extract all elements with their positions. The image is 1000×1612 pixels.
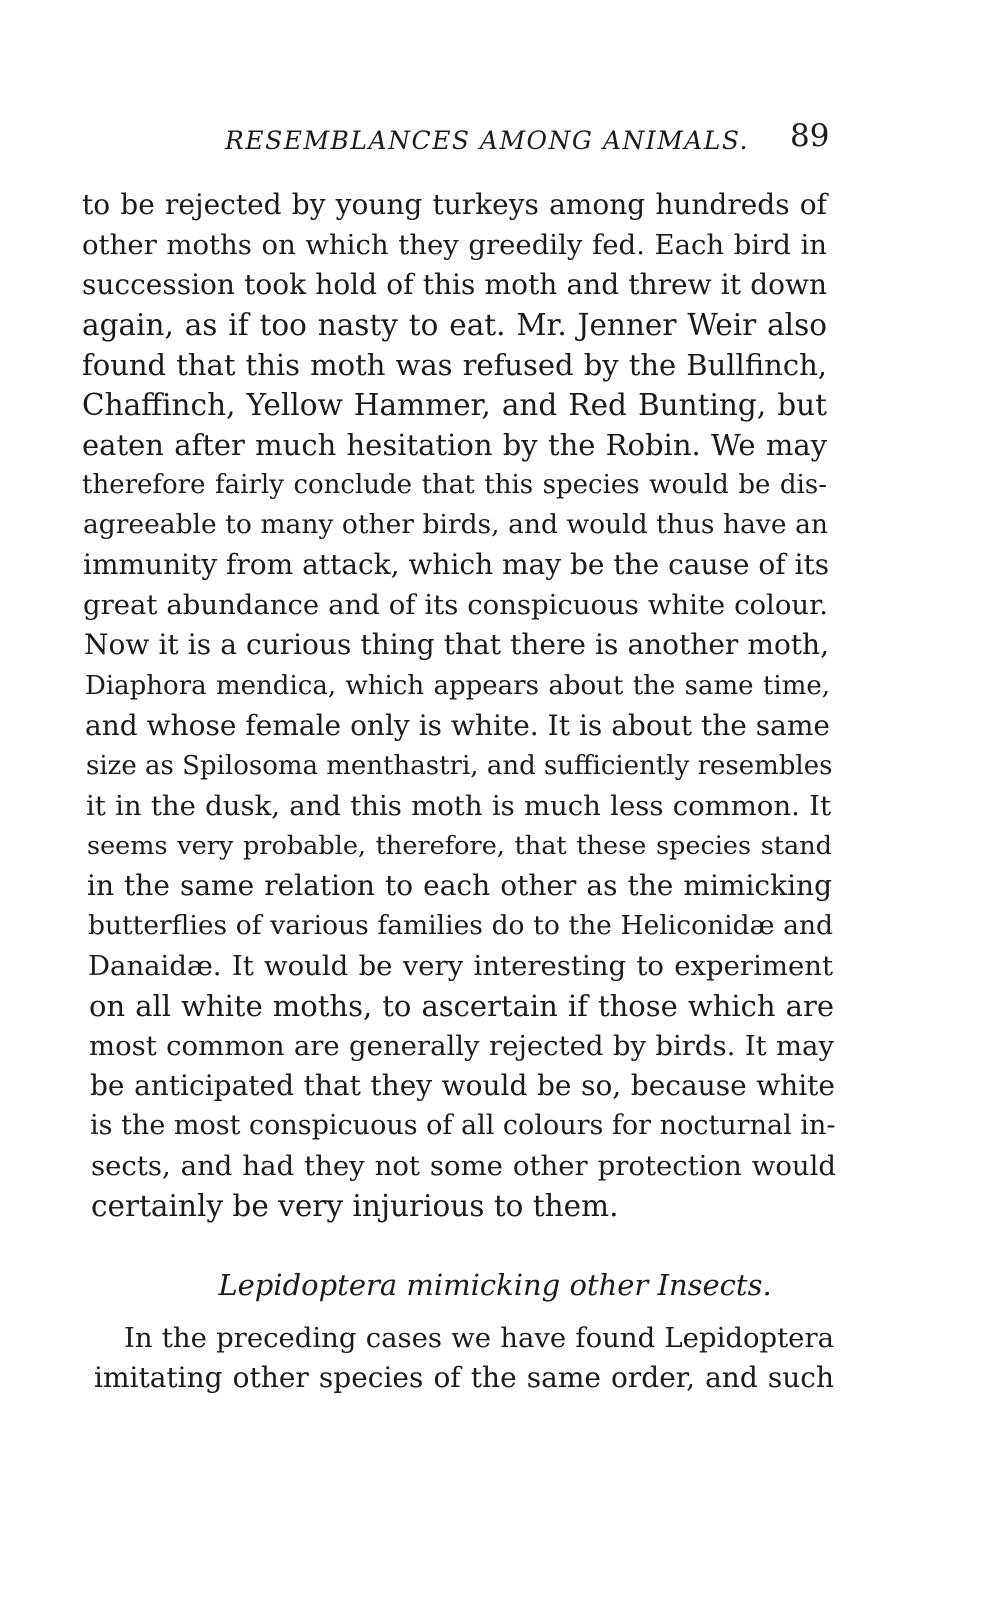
text-line: immunity from attack, which may be the cause of its [83,548,830,581]
text-line: agreeable to many other birds, and would thus have an [83,509,828,540]
text-line: butterflies of various families do to the Heliconidæ and [88,910,833,941]
text-line: certainly be very injurious to them. [91,1189,619,1223]
text-line: eaten after much hesitation by the Robin. We may [82,428,827,462]
text-line: succession took hold of this moth and threw it down [82,268,827,301]
text-line: therefore fairly conclude that this species would be dis- [82,470,827,500]
text-line: most common are generally rejected by birds. It may [89,1030,834,1062]
page-number: 89 [790,118,830,154]
text-line: seems very probable, therefore, that these species stand [87,831,832,861]
text-line: it in the dusk, and this moth is much less common. It [86,790,831,822]
text-line: on all white moths, to ascertain if those which are [89,989,834,1023]
text-line: again, as if too nasty to eat. Mr. Jenner Weir also [82,308,827,342]
text-line: In the preceding cases we have found Lepidoptera [124,1322,834,1354]
text-line: sects, and had they not some other protection would [91,1150,836,1182]
text-line: to be rejected by young turkeys among hundreds of [82,188,827,221]
text-line: and whose female only is white. It is about the same [85,709,830,742]
text-line: Chaffinch, Yellow Hammer, and Red Bunting, but [82,388,827,422]
text-line: Diaphora mendica, which appears about the same time, [85,671,830,701]
text-line: great abundance and of its conspicuous white colour. [83,589,828,621]
text-line: is the most conspicuous of all colours for nocturnal in- [90,1110,836,1141]
text-line: size as Spilosoma menthastri, and sufficiently resembles [86,751,833,781]
text-line: be anticipated that they would be so, because white [90,1069,835,1102]
text-line: in the same relation to each other as the mimicking [87,869,832,902]
text-line: other moths on which they greedily fed. Each bird in [82,229,827,261]
text-line: Danaidæ. It would be very interesting to experiment [88,950,833,982]
text-line: Now it is a curious thing that there is another moth, [84,628,829,661]
running-head: RESEMBLANCES AMONG ANIMALS. [225,126,750,155]
text-line: imitating other species of the same order, and such [94,1361,834,1394]
text-line: found that this moth was refused by the Bullfinch, [82,348,827,382]
section-heading: Lepidoptera mimicking other Insects. [218,1268,772,1302]
